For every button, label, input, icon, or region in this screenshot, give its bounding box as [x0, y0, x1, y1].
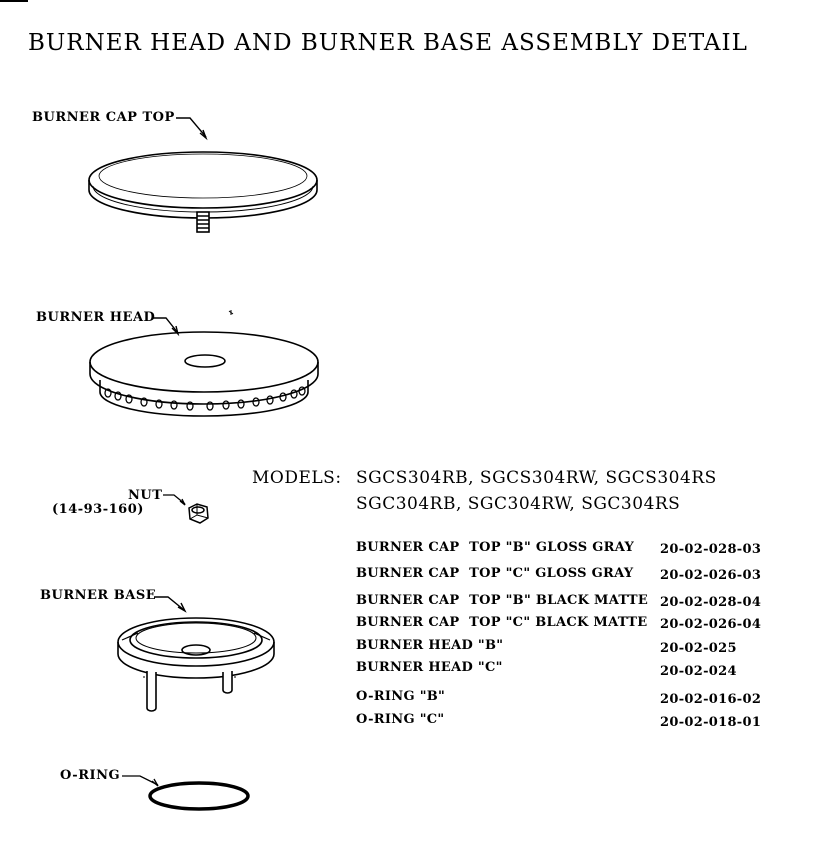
- part-number: 20-02-024: [660, 664, 737, 679]
- part-number: 20-02-018-01: [660, 715, 762, 730]
- part-description: BURNER CAP TOP "C" BLACK MATTE: [356, 615, 648, 630]
- o-ring-leader: [122, 776, 158, 785]
- label-burner-cap-top: BURNER CAP TOP: [32, 110, 175, 125]
- burner-base-drawing: [118, 618, 274, 711]
- label-burner-base: BURNER BASE: [40, 588, 157, 603]
- part-description: BURNER HEAD "B": [356, 638, 504, 653]
- part-description: O-RING "C": [356, 712, 445, 727]
- nut-drawing: [189, 504, 208, 523]
- part-number: 20-02-028-04: [660, 595, 762, 610]
- speck: [229, 310, 233, 315]
- burner-cap-top-drawing: [89, 152, 317, 232]
- part-description: BURNER CAP TOP "B" BLACK MATTE: [356, 593, 649, 608]
- part-description: BURNER CAP TOP "C" GLOSS GRAY: [356, 566, 634, 581]
- label-nut: NUT: [128, 488, 163, 503]
- part-number: 20-02-016-02: [660, 692, 762, 707]
- page-title: BURNER HEAD AND BURNER BASE ASSEMBLY DETAIL: [28, 30, 748, 56]
- label-o-ring: O-RING: [60, 768, 121, 783]
- o-ring-drawing: [150, 783, 248, 809]
- part-description: O-RING "B": [356, 689, 446, 704]
- part-number: 20-02-025: [660, 641, 737, 656]
- burner-head-drawing: [90, 332, 318, 416]
- part-number: 20-02-028-03: [660, 542, 762, 557]
- models-line-2: SGC304RB, SGC304RW, SGC304RS: [356, 494, 681, 514]
- part-description: BURNER HEAD "C": [356, 660, 503, 675]
- part-description: BURNER CAP TOP "B" GLOSS GRAY: [356, 540, 635, 555]
- label-nut-part-number: (14-93-160): [52, 502, 144, 517]
- label-burner-head: BURNER HEAD: [36, 310, 156, 325]
- part-number: 20-02-026-04: [660, 617, 762, 632]
- models-line-1: SGCS304RB, SGCS304RW, SGCS304RS: [356, 468, 717, 488]
- models-prefix: MODELS:: [252, 468, 342, 488]
- part-number: 20-02-026-03: [660, 568, 762, 583]
